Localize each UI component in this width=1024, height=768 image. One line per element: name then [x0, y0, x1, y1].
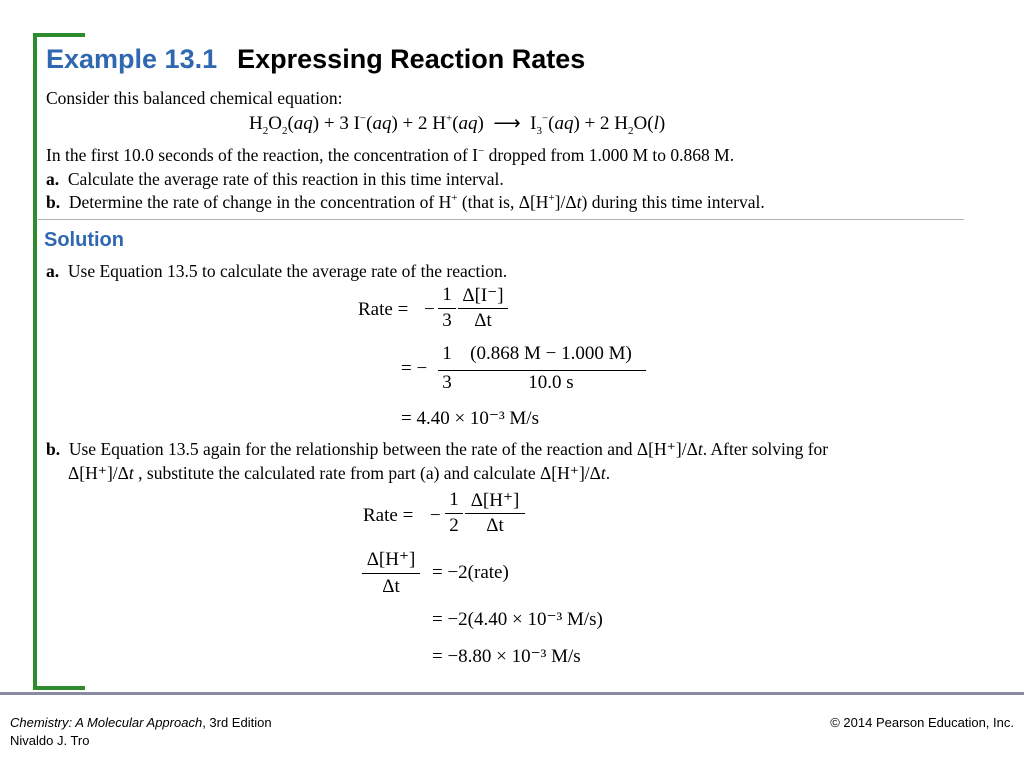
b-eq3: = −8.80 × 10⁻³ M/s [432, 646, 581, 667]
a-minus-sign: − [424, 299, 435, 320]
footer-book: Chemistry: A Molecular Approach, 3rd Edition [10, 715, 272, 730]
slide-bracket-bottom [33, 686, 85, 690]
question-b: b. Determine the rate of change in the concentration of H+ (that is, Δ[H+]/Δt) during this time interval. [46, 192, 765, 212]
question-statement: In the first 10.0 seconds of the reaction, the concentration of I− dropped from 1.000 M to 0.868 M. [46, 145, 735, 165]
a-rate-label: Rate = [358, 299, 409, 320]
b-minus-sign: − [430, 505, 441, 526]
a-coef-bar [438, 308, 456, 309]
b-coef-bar [445, 513, 463, 514]
a-step2-coef-num: 1 [442, 343, 452, 364]
a-result: = 4.40 × 10⁻³ M/s [401, 408, 539, 429]
a-coef-den: 3 [442, 310, 452, 331]
a-coef-num: 1 [442, 284, 452, 305]
example-heading: Expressing Reaction Rates [237, 44, 586, 74]
intro-text: Consider this balanced chemical equation: [46, 88, 343, 108]
a-step2-den: 10.0 s [528, 372, 574, 393]
a-step2-coef-den: 3 [442, 372, 452, 393]
b-eq1: = −2(rate) [432, 562, 509, 583]
example-number: Example 13.1 [46, 44, 218, 74]
solution-heading: Solution [44, 229, 124, 251]
balanced-equation: $H_2O_2(aq) + 3$ I−(aq) + 2 H+(aq) ⟶ $I_3^-(aq) + 2$ $H_2O(l)$ [249, 112, 666, 137]
b-coef-den: 2 [449, 515, 459, 536]
a-delta-num: Δ[I⁻] [462, 285, 504, 306]
a-step2-bar [456, 370, 646, 371]
solution-a: a. Use Equation 13.5 to calculate the average rate of the reaction. [46, 261, 508, 281]
b-delta-num: Δ[H⁺] [470, 490, 520, 511]
b-lhs-bar [362, 573, 420, 574]
question-a: a. Calculate the average rate of this reaction in this time interval. [46, 169, 504, 189]
a-delta-den: Δt [474, 310, 492, 331]
b-delta-den: Δt [486, 515, 504, 536]
footer-rule [0, 692, 1024, 695]
footer-author: Nivaldo J. Tro [10, 733, 90, 748]
a-step2-num: (0.868 M − 1.000 M) [470, 343, 632, 364]
solution-b-line1: b. Use Equation 13.5 again for the relationship between the rate of the reaction and Δ[H⁺]/Δt. After solving for [46, 439, 829, 459]
b-rate-label: Rate = [363, 505, 414, 526]
footer-copyright: © 2014 Pearson Education, Inc. [830, 715, 1014, 730]
b-eq2: = −2(4.40 × 10⁻³ M/s) [432, 609, 603, 630]
b-delta-bar [465, 513, 525, 514]
b-lhs-den: Δt [382, 576, 400, 597]
b-lhs-num: Δ[H⁺] [366, 549, 416, 570]
slide-title [46, 44, 585, 75]
b-coef-num: 1 [449, 489, 459, 510]
a-delta-bar [458, 308, 508, 309]
a-step2-coef-bar [438, 370, 456, 371]
slide-bracket [33, 33, 37, 689]
solution-b-line2: Δ[H⁺]/Δt , substitute the calculated rate from part (a) and calculate Δ[H⁺]/Δt. [68, 463, 611, 483]
slide-bracket-top [33, 33, 85, 37]
section-divider [38, 219, 964, 220]
a-step2-eq: = − [401, 358, 428, 379]
